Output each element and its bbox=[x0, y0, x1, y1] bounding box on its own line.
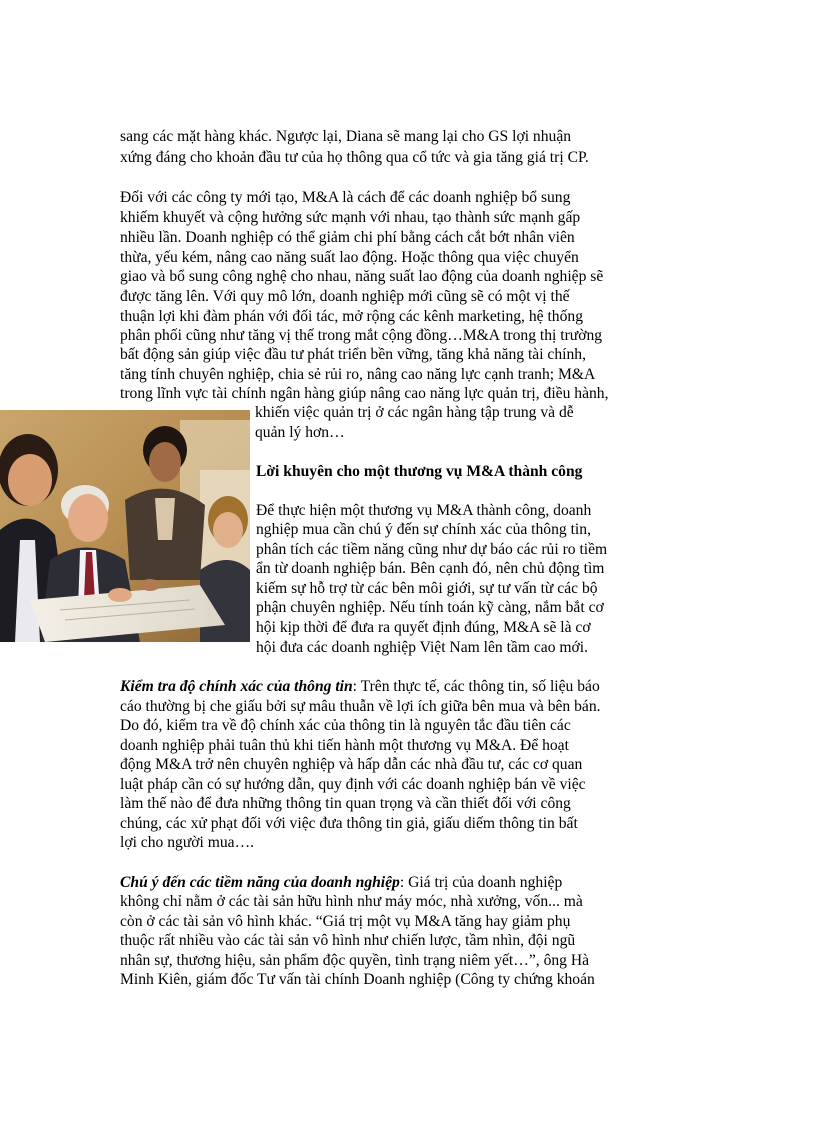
text-line: hội đưa các doanh nghiệp Việt Nam lên tầm cao mới. bbox=[256, 639, 589, 656]
text-line: chúng, các xử phạt đối với việc đưa thông tin giả, giấu diếm thông tin bất bbox=[120, 815, 578, 832]
text-line: hội kịp thời để đưa ra quyết định đúng, M&A sẽ là cơ bbox=[256, 619, 591, 636]
text-line: phận chuyên nghiệp. Nếu tính toán kỹ càng, nắm bắt cơ bbox=[256, 599, 604, 616]
text-line: thừa, yếu kém, nâng cao năng suất lao động. Hoặc thông qua việc chuyển bbox=[120, 249, 579, 266]
text-line: lợi cho người mua…. bbox=[120, 834, 255, 851]
text-line bbox=[120, 873, 562, 893]
paragraph-title: Chú ý đến các tiềm năng của doanh nghiệp bbox=[120, 874, 400, 891]
text-line bbox=[120, 677, 600, 697]
text-line: thuộc rất nhiều vào các tài sản vô hình như chiến lược, tầm nhìn, đội ngũ bbox=[120, 932, 576, 949]
text-line: bất động sản giúp việc đầu tư phát triển bền vững, tăng khả năng tài chính, bbox=[120, 346, 586, 363]
text-line: Minh Kiên, giám đốc Tư vấn tài chính Doanh nghiệp (Công ty chứng khoán bbox=[120, 971, 595, 988]
business-meeting-photo bbox=[0, 410, 250, 642]
text-line: trong lĩnh vực tài chính ngân hàng giúp nâng cao năng lực quản trị, điều hành, bbox=[120, 385, 609, 402]
text-line: làm thế nào để đưa những thông tin quan trọng và cần thiết đối với công bbox=[120, 795, 571, 812]
text-line: kiếm sự hỗ trợ từ các bên môi giới, sự tư vấn từ các bộ bbox=[256, 580, 598, 597]
text-line: không chỉ nằm ở các tài sản hữu hình như máy móc, nhà xưởng, vốn... mà bbox=[120, 893, 583, 910]
text-line: nhiều lần. Doanh nghiệp có thể giảm chi phí bằng cách cắt bớt nhân viên bbox=[120, 229, 575, 246]
text-line: phân tích các tiềm năng cũng như dự báo các rủi ro tiềm bbox=[256, 541, 608, 558]
text-line: nghiệp mua cần chú ý đến sự chính xác của thông tin, bbox=[256, 521, 591, 538]
paragraph-text: : Trên thực tế, các thông tin, số liệu báo bbox=[352, 678, 600, 695]
text-line: còn ở các tài sản vô hình khác. “Giá trị một vụ M&A tăng hay giảm phụ bbox=[120, 913, 571, 930]
text-line: Do đó, kiểm tra về độ chính xác của thông tin là nguyên tắc đầu tiên các bbox=[120, 717, 571, 734]
text-line: sang các mặt hàng khác. Ngược lại, Diana sẽ mang lại cho GS lợi nhuận bbox=[120, 128, 572, 145]
text-line: nhân sự, thương hiệu, sản phẩm độc quyền, tình trạng niêm yết…”, ông Hà bbox=[120, 952, 590, 969]
text-line: xứng đáng cho khoản đầu tư của họ thông qua cổ tức và gia tăng giá trị CP. bbox=[120, 149, 589, 166]
text-line: tăng tính chuyên nghiệp, chia sẻ rủi ro, nâng cao năng lực cạnh tranh; M&A bbox=[120, 366, 596, 383]
text-line: động M&A trở nên chuyên nghiệp và hấp dẫn các nhà đầu tư, các cơ quan bbox=[120, 756, 583, 773]
text-line: được tăng lên. Với quy mô lớn, doanh nghiệp mới cũng sẽ có một vị thế bbox=[120, 288, 570, 305]
section-heading: Lời khuyên cho một thương vụ M&A thành công bbox=[256, 463, 583, 480]
text-line: cáo thường bị che giấu bởi sự mâu thuẫn về lợi ích giữa bên mua và bên bán. bbox=[120, 698, 601, 715]
text-line: ẩn từ doanh nghiệp bán. Bên cạnh đó, nên chủ động tìm bbox=[256, 560, 605, 577]
text-line: doanh nghiệp phải tuân thủ khi tiến hành một thương vụ M&A. Để hoạt bbox=[120, 737, 569, 754]
text-line: giao và bổ sung công nghệ cho nhau, năng suất lao động của doanh nghiệp sẽ bbox=[120, 268, 604, 285]
text-line: luật pháp cần có sự hướng dẫn, quy định với các doanh nghiệp bán về việc bbox=[120, 776, 586, 793]
paragraph-text: : Giá trị của doanh nghiệp bbox=[399, 874, 563, 891]
text-line: quản lý hơn… bbox=[255, 424, 345, 441]
text-line: Để thực hiện một thương vụ M&A thành công, doanh bbox=[256, 502, 592, 519]
text-line: khiếm khuyết và cộng hưởng sức mạnh với nhau, tạo thành sức mạnh gấp bbox=[120, 209, 581, 226]
text-line: khiến việc quản trị ở các ngân hàng tập trung và dễ bbox=[255, 404, 574, 421]
paragraph-title: Kiểm tra độ chính xác của thông tin bbox=[120, 678, 353, 695]
text-line: thuận lợi khi đàm phán với đối tác, mở rộng các kênh marketing, hệ thống bbox=[120, 308, 583, 325]
text-line: phân phối cũng như tăng vị thế trong mắt cộng đồng…M&A trong thị trường bbox=[120, 327, 603, 344]
text-line: Đối với các công ty mới tạo, M&A là cách để các doanh nghiệp bổ sung bbox=[120, 189, 571, 206]
